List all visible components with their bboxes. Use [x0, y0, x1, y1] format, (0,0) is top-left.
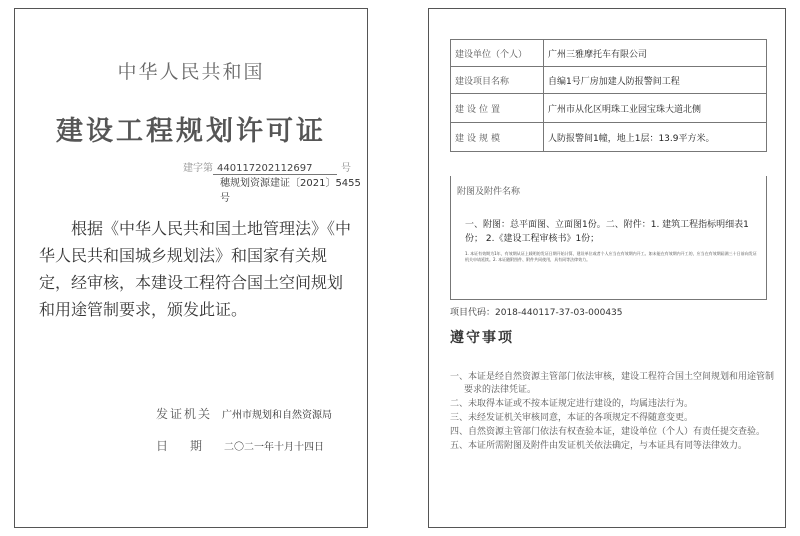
- row-label: 建设单位（个人）: [451, 40, 544, 67]
- date-label: 日期: [156, 439, 225, 453]
- certificate-title: 建设工程规划许可证: [56, 116, 326, 147]
- row-value: 自编1号厂房加建人防报警间工程: [544, 67, 767, 94]
- row-value: 人防报警间1幢，地上1层：13.9平方米。: [544, 123, 767, 152]
- date-row: [156, 437, 324, 454]
- table-row: [451, 67, 767, 94]
- attachments-label: 附图及附件名称: [457, 187, 521, 197]
- row-label: 建设规模: [451, 123, 544, 152]
- notice-item: 五、本证所需附图及附件由发证机关依法确定，与本证具有同等法律效力。: [450, 441, 748, 451]
- country-name: 中华人民共和国: [117, 61, 265, 83]
- table-row: [451, 94, 767, 123]
- notice-heading: 遵守事项: [450, 330, 514, 346]
- table-row: [451, 123, 767, 152]
- notice-item: 四、自然资源主管部门依法有权查验本证，建设单位（个人）有责任提交查验。: [450, 427, 766, 437]
- issuer-value: 广州市规划和自然资源局: [222, 410, 333, 421]
- certificate-left-page: [14, 8, 368, 528]
- certificate-right-page: [428, 8, 786, 528]
- cert-prefix: 建字第: [183, 163, 213, 174]
- cert-number-line: [183, 159, 351, 175]
- issuer-label: 发证机关: [156, 407, 213, 421]
- row-label: 建设位置: [451, 94, 544, 123]
- date-value: 二〇二一年十月十四日: [224, 442, 325, 453]
- project-code: 项目代码：2018-440117-37-03-000435: [450, 308, 623, 318]
- issuer-row: [156, 405, 332, 422]
- notice-item: 二、未取得本证或不按本证规定进行建设的，均属违法行为。: [450, 399, 694, 409]
- notice-item: 一、本证是经自然资源主管部门依法审核，建设工程符合国土空间规划和用途管制要求的法律凭证。: [450, 372, 775, 395]
- table-row: [451, 40, 767, 67]
- attachments-notes: 1. 本证有效期为1年，有效期从证上载明的发证日期开始计算，建设单位或者个人应当在有效期内开工。如未能在有效期内开工的，应当在有效期届满三十日前向发证机关申请延续。2. 本证随附图件、附件共同使用，具有同等法律效力。: [465, 251, 757, 262]
- row-value: 广州三雅摩托车有限公司: [544, 40, 767, 67]
- row-value: 广州市从化区明珠工业园宝珠大道北侧: [544, 94, 767, 123]
- attachments-box: [450, 176, 767, 300]
- attachments-text: 一、附图：总平面图、立面图1份。二、附件：1. 建筑工程指标明细表1份； 2.《建设工程审核书》1份；: [465, 220, 749, 244]
- notice-item: 三、未经发证机关审核同意，本证的各项规定不得随意变更。: [450, 413, 694, 423]
- permit-number: 穗规划资源建证〔2021〕5455号: [220, 178, 361, 204]
- notice-list: [450, 371, 780, 454]
- cert-suffix: 号: [341, 163, 351, 174]
- row-label: 建设项目名称: [451, 67, 544, 94]
- cert-number: 440117202112697: [213, 163, 337, 175]
- project-info-table: [450, 39, 767, 152]
- certificate-body: 根据《中华人民共和国土地管理法》《中华人民共和国城乡规划法》和国家有关规定，经审核，本建设工程符合国土空间规划和用途管制要求，颁发此证。: [39, 219, 352, 319]
